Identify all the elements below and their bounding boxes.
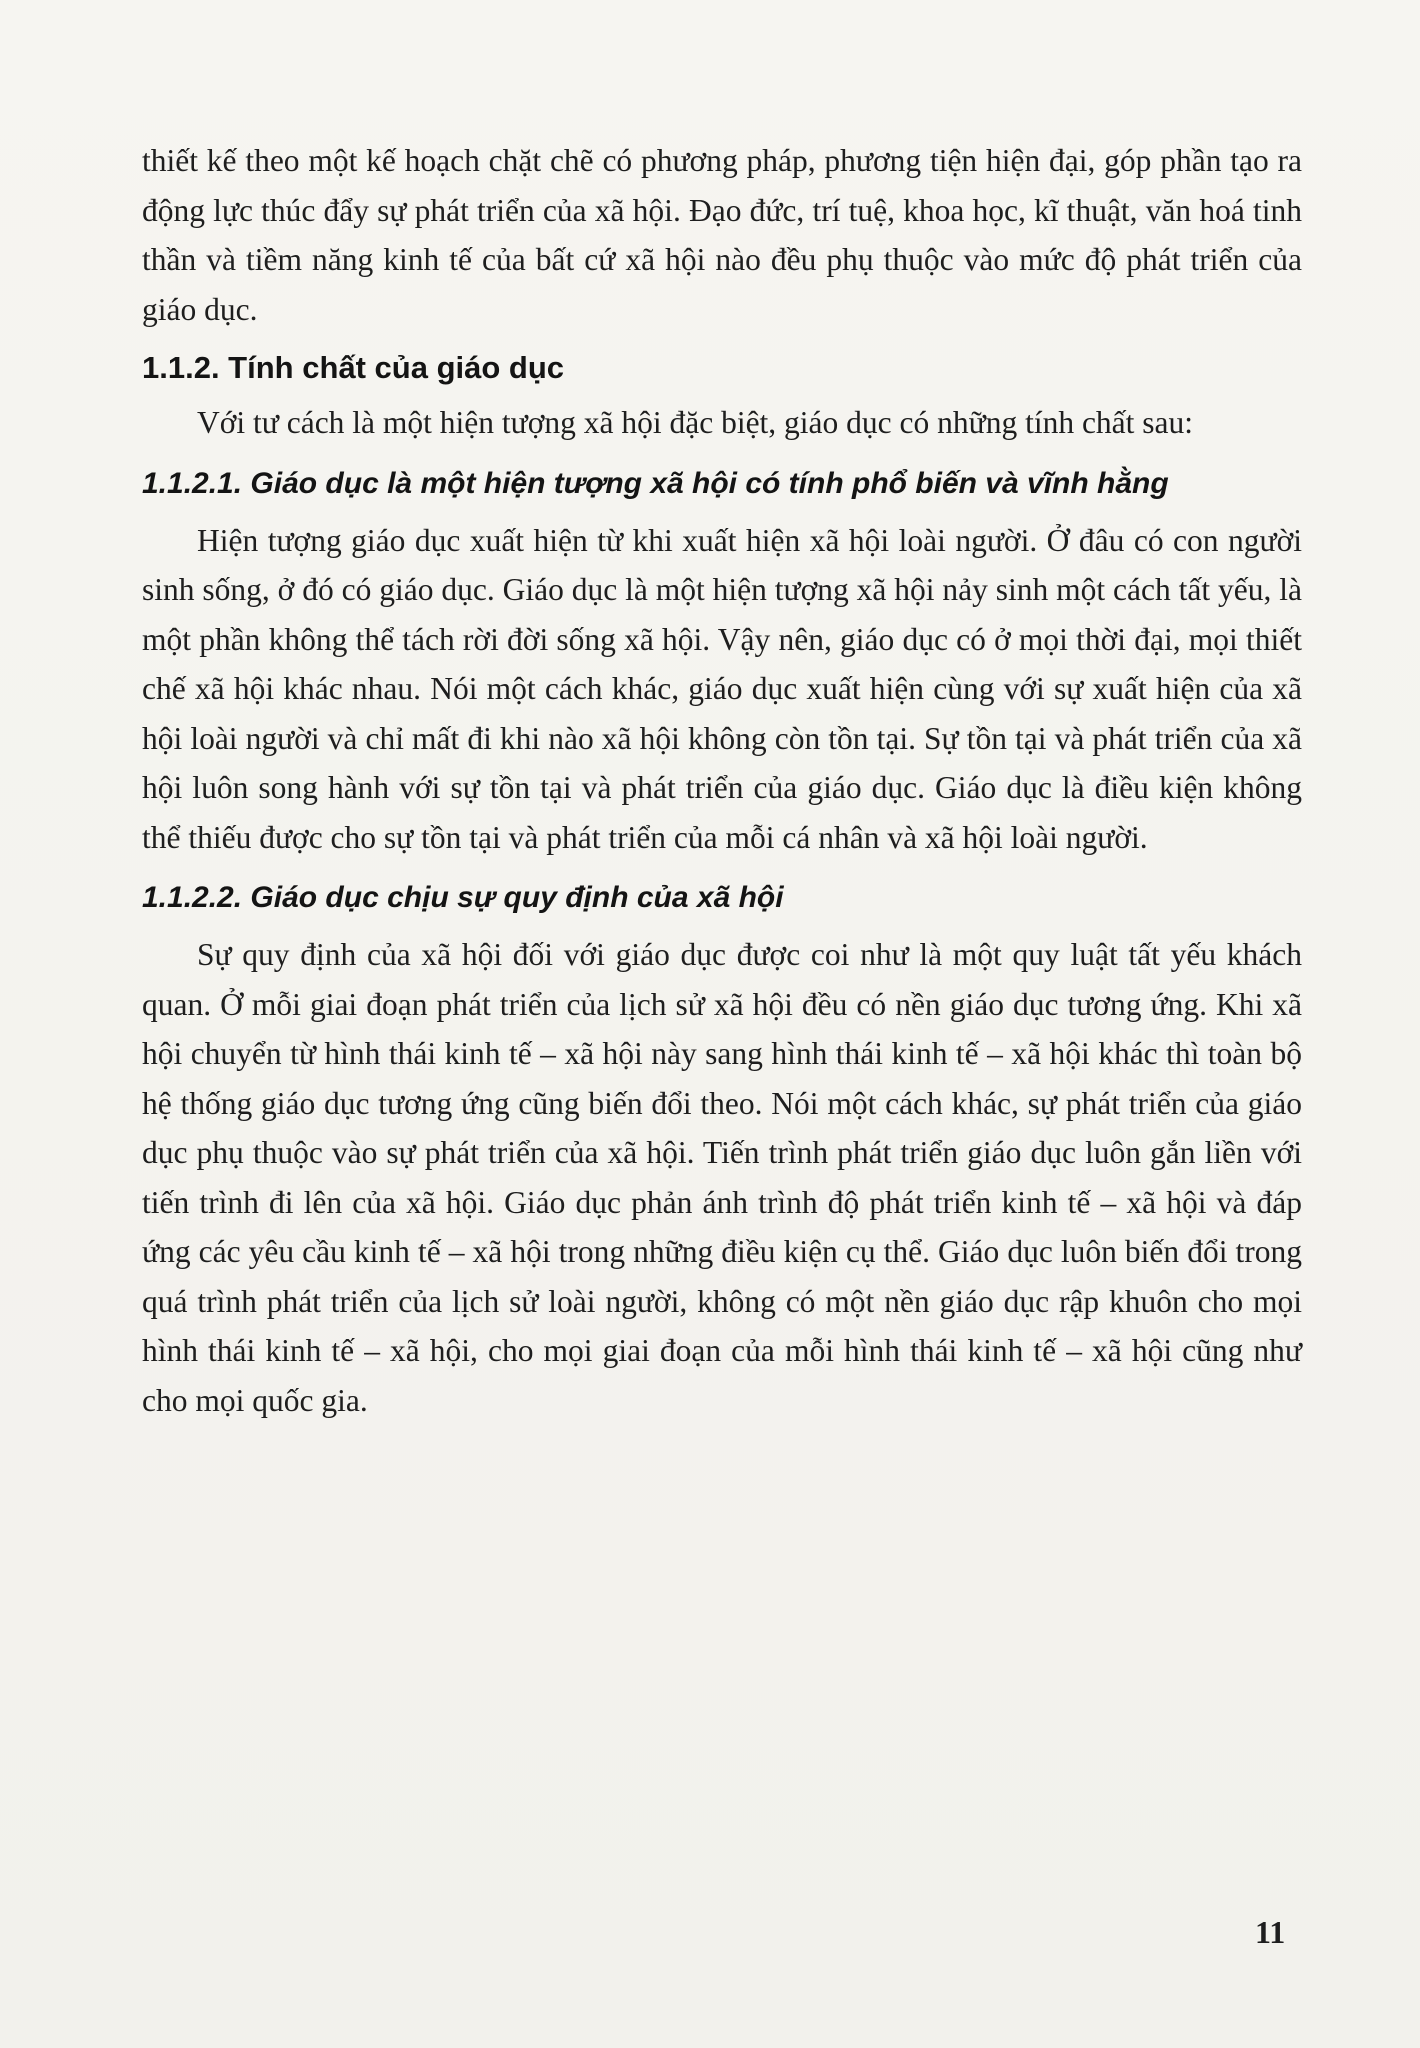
section-intro-paragraph: Với tư cách là một hiện tượng xã hội đặc biệt, giáo dục có những tính chất sau:	[197, 405, 1194, 440]
subsection-heading-1: 1.1.2.1. Giáo dục là một hiện tượng xã hội có tính phổ biến và vĩnh hằng	[142, 466, 1169, 500]
intro-paragraph: thiết kế theo một kế hoạch chặt chẽ có phương pháp, phương tiện hiện đại, góp phần tạo ra động lực thúc đẩy sự phát triển của xã hội. Đạo đức, trí tuệ, khoa học, kĩ thuật, văn hoá tinh thần và tiềm năng kinh tế của bất cứ xã hội nào đều phụ thuộc vào mức độ phát triển của giáo dục.	[142, 143, 1302, 327]
subsection-2-paragraph: Sự quy định của xã hội đối với giáo dục được coi như là một quy luật tất yếu khách quan. Ở mỗi giai đoạn phát triển của lịch sử xã hội đều có nền giáo dục tương ứng. Khi xã hội chuyển từ hình thái kinh tế – xã hội này sang hình thái kinh tế – xã hội khác thì toàn bộ hệ thống giáo dục tương ứng cũng biến đổi theo. Nói một cách khác, sự phát triển của giáo dục phụ thuộc vào sự phát triển của xã hội. Tiến trình phát triển giáo dục luôn gắn liền với tiến trình đi lên của xã hội. Giáo dục phản ánh trình độ phát triển kinh tế – xã hội và đáp ứng các yêu cầu kinh tế – xã hội trong những điều kiện cụ thể. Giáo dục luôn biến đổi trong quá trình phát triển của lịch sử loài người, không có một nền giáo dục rập khuôn cho mọi hình thái kinh tế – xã hội, cho mọi giai đoạn của mỗi hình thái kinh tế – xã hội cũng như cho mọi quốc gia.	[142, 937, 1302, 1418]
subsection-1-paragraph: Hiện tượng giáo dục xuất hiện từ khi xuất hiện xã hội loài người. Ở đâu có con người sinh sống, ở đó có giáo dục. Giáo dục là một hiện tượng xã hội nảy sinh một cách tất yếu, là một phần không thể tách rời đời sống xã hội. Vậy nên, giáo dục có ở mọi thời đại, mọi thiết chế xã hội khác nhau. Nói một cách khác, giáo dục xuất hiện cùng với sự xuất hiện của xã hội loài người và chỉ mất đi khi nào xã hội không còn tồn tại. Sự tồn tại và phát triển của xã hội luôn song hành với sự tồn tại và phát triển của giáo dục. Giáo dục là điều kiện không thể thiếu được cho sự tồn tại và phát triển của mỗi cá nhân và xã hội loài người.	[142, 522, 1302, 855]
page-number: 11	[1255, 1914, 1286, 1950]
section-heading: 1.1.2. Tính chất của giáo dục	[142, 350, 565, 385]
subsection-heading-2: 1.1.2.2. Giáo dục chịu sự quy định của xã hội	[142, 881, 784, 914]
page-text	[142, 136, 1302, 1433]
